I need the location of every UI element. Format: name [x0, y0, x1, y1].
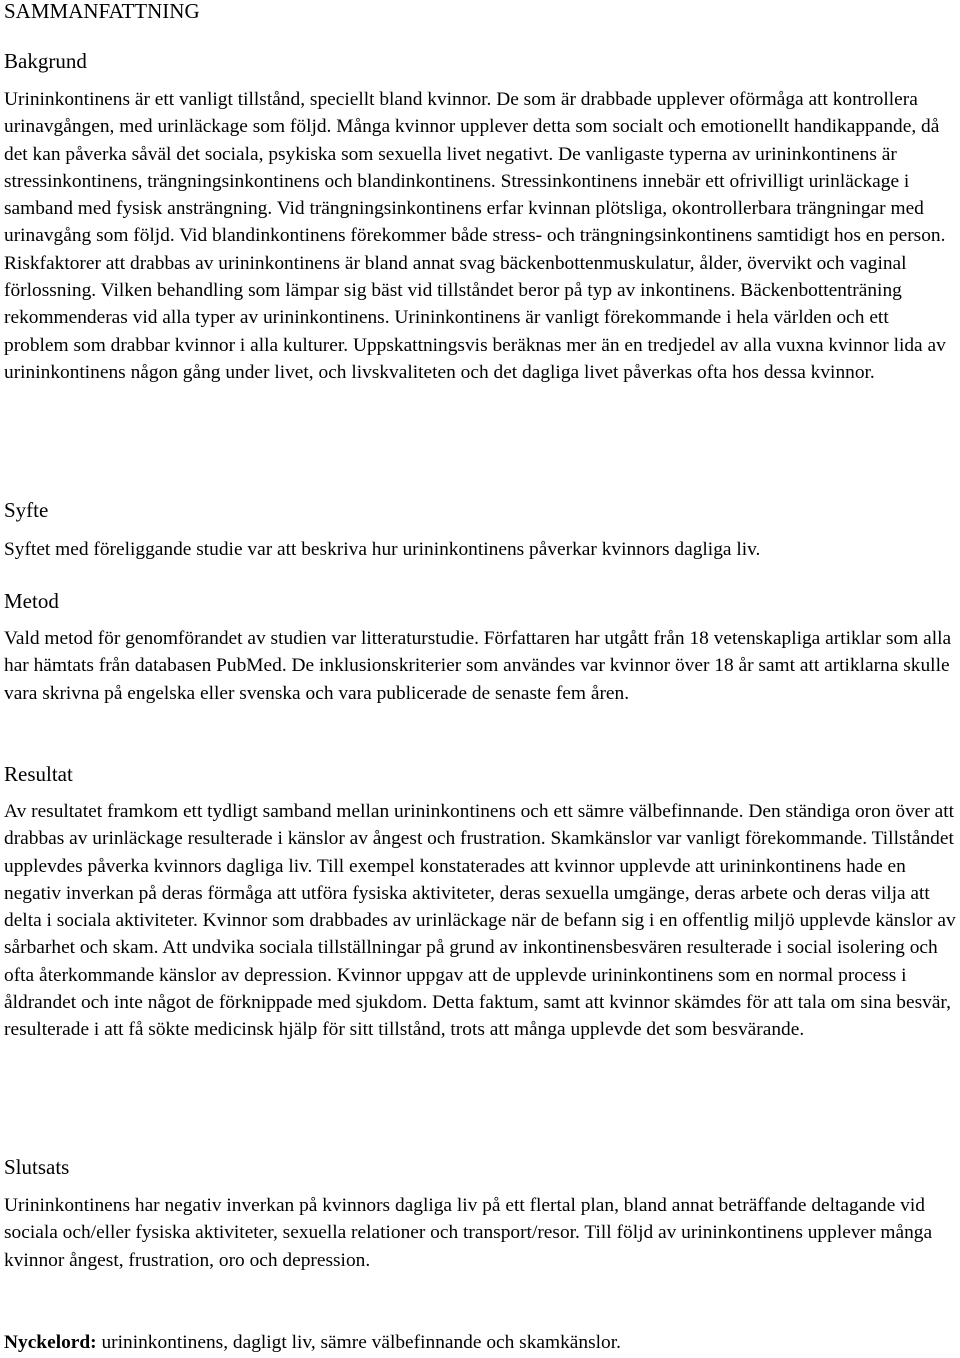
- section-heading-bakgrund: Bakgrund: [4, 49, 87, 73]
- section-text-bakgrund: Urininkontinens är ett vanligt tillstånd, speciellt bland kvinnor. De som är drabbade upplever oförmåga att kontrollera urinavgången, med urinläckage som följd. Många kvinnor upplever detta som socialt och emotionellt handikappande, då det kan påverka såväl det sociala, psykiska som sexuella livet negativt. De vanligaste typerna av urininkontinens är stressinkontinens, trängningsinkontinens och blandinkontinens. Stressinkontinens innebär ett ofrivilligt urinläckage i samband med fysisk ansträngning. Vid trängningsinkontinens erfar kvinnan plötsliga, okontrollerbara trängningar med urinavgång som följd. Vid blandinkontinens förekommer både stress- och trängningsinkontinens samtidigt hos en person. Riskfaktorer att drabbas av urininkontinens är bland annat svag bäckenbottenmuskulatur, ålder, övervikt och vaginal förlossning. Vilken behandling som lämpar sig bäst vid tillståndet beror på typ av inkontinens. Bäckenbottenträning rekommenderas vid alla typer av urininkontinens. Urininkontinens är vanligt förekommande i hela världen och ett problem som drabbar kvinnor i alla kulturer. Uppskattningsvis beräknas mer än en tredjedel av alla vuxna kvinnor lida av urininkontinens någon gång under livet, och livskvaliteten och det dagliga livet påverkas ofta hos dessa kvinnor.: [4, 89, 946, 383]
- section-text-slutsats: Urininkontinens har negativ inverkan på kvinnors dagliga liv på ett flertal plan, bland annat beträffande deltagande vid sociala och/eller fysiska aktiviteter, sexuella relationer och transport/resor. Till följd av urininkontinens upplever många kvinnor ångest, frustration, oro och depression.: [4, 1195, 933, 1271]
- page-title: SAMMANFATTNING: [4, 0, 200, 23]
- section-text-syfte: Syftet med föreliggande studie var att beskriva hur urininkontinens påverkar kvinnors dagliga liv.: [4, 539, 761, 560]
- keywords-line: [4, 1329, 956, 1356]
- keywords-label: Nyckelord:: [4, 1332, 97, 1353]
- section-text-resultat: Av resultatet framkom ett tydligt samband mellan urininkontinens och ett sämre välbefinnande. Den ständiga oron över att drabbas av urinläckage resulterade i känslor av ångest och frustration. Skamkänslor var vanligt förekommande. Tillståndet upplevdes påverka kvinnors dagliga liv. Till exempel konstaterades att kvinnor upplevde att urininkontinens hade en negativ inverkan på deras förmåga att utföra fysiska aktiviteter, deras sexuella umgänge, deras arbete och deras vilja att delta i sociala aktiviteter. Kvinnor som drabbades av urinläckage när de befann sig i en offentlig miljö upplevde känslor av sårbarhet och skam. Att undvika sociala tillställningar på grund av inkontinensbesvären resulterade i social isolering och ofta återkommande känslor av depression. Kvinnor uppgav att de upplevde urininkontinens som en normal process i åldrandet och inte något de förknippade med sjukdom. Detta faktum, samt att kvinnor skämdes för att tala om sina besvär, resulterade i att få sökte medicinsk hjälp för sitt tillstånd, trots att många upplevde det som besvärande.: [4, 801, 956, 1041]
- section-text-metod: Vald metod för genomförandet av studien var litteraturstudie. Författaren har utgått från 18 vetenskapliga artiklar som alla har hämtats från databasen PubMed. De inklusionskriterier som användes var kvinnor över 18 år samt att artiklarna skulle vara skrivna på engelska eller svenska och vara publicerade de senaste fem åren.: [4, 628, 952, 704]
- section-heading-syfte: Syfte: [4, 498, 49, 522]
- section-heading-slutsats: Slutsats: [4, 1155, 70, 1179]
- keywords-text: urininkontinens, dagligt liv, sämre välbefinnande och skamkänslor.: [96, 1332, 621, 1353]
- section-heading-metod: Metod: [4, 589, 59, 613]
- section-heading-resultat: Resultat: [4, 762, 73, 786]
